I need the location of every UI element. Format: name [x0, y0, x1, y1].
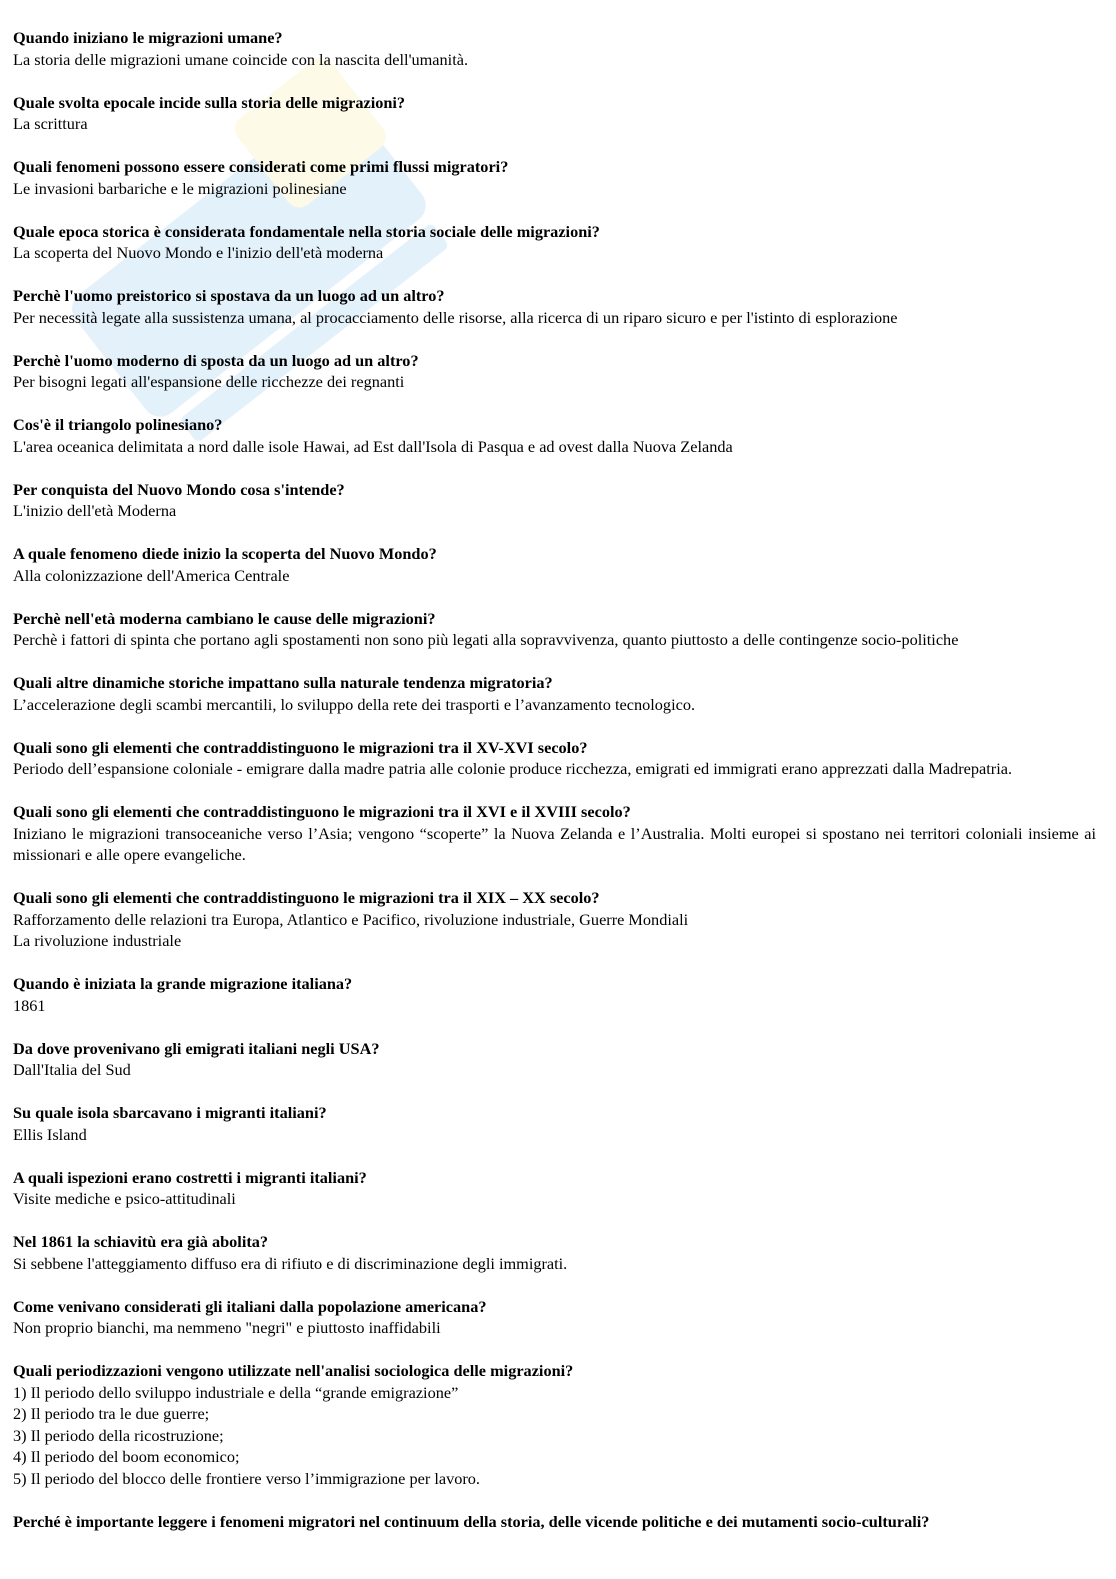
qa-item	[13, 973, 1096, 1016]
qa-item	[13, 221, 1096, 264]
answer-text: Non proprio bianchi, ma nemmeno "negri" e piuttosto inaffidabili	[13, 1318, 441, 1337]
question-text: Come venivano considerati gli italiani dalla popolazione americana?	[13, 1296, 487, 1316]
answer-text: La storia delle migrazioni umane coincide con la nascita dell'umanità.	[13, 49, 469, 69]
qa-item	[13, 1296, 1096, 1339]
question-text: Perché è importante leggere i fenomeni migratori nel continuum della storia, delle vicende politiche e dei mutamenti socio-culturali?	[13, 1511, 930, 1531]
answer-text: 1) Il periodo dello sviluppo industriale e della “grande emigrazione”	[13, 1382, 459, 1402]
question-text: Cos'è il triangolo polinesiano?	[13, 415, 223, 434]
question-text: Su quale isola sbarcavano i migranti italiani?	[13, 1103, 327, 1122]
answer-text: Le invasioni barbariche e le migrazioni polinesiane	[13, 178, 347, 198]
qa-item	[13, 672, 1096, 715]
question-text: Quale epoca storica è considerata fondamentale nella storia sociale delle migrazioni?	[13, 221, 600, 241]
question-text: Perchè nell'età moderna cambiano le cause delle migrazioni?	[13, 608, 436, 628]
answer-text: Alla colonizzazione dell'America Centrale	[13, 565, 290, 585]
qa-item	[13, 1360, 1096, 1489]
qa-item	[13, 92, 1096, 135]
question-text: Quali sono gli elementi che contraddistinguono le migrazioni tra il XV-XVI secolo?	[13, 737, 588, 757]
qa-item	[13, 543, 1096, 586]
question-text: Quale svolta epocale incide sulla storia delle migrazioni?	[13, 92, 406, 112]
answer-text: La rivoluzione industriale	[13, 931, 182, 950]
qa-item	[13, 285, 1096, 328]
question-text: Nel 1861 la schiavitù era già abolita?	[13, 1232, 269, 1251]
qa-item	[13, 27, 1096, 70]
answer-text: Perchè i fattori di spinta che portano agli spostamenti non sono più legati alla sopravvivenza, quanto piuttosto a delle contingenze socio-politiche	[13, 630, 959, 649]
answer-text: 1861	[13, 995, 46, 1015]
qa-item	[13, 1038, 1096, 1081]
answer-text: Dall'Italia del Sud	[13, 1060, 131, 1079]
answer-text: Si sebbene l'atteggiamento diffuso era di rifiuto e di discriminazione degli immigrati.	[13, 1253, 568, 1273]
qa-item	[13, 350, 1096, 393]
answer-text: Periodo dell’espansione coloniale - emigrare dalla madre patria alle colonie produce ricchezza, emigrati ed immigrati erano apprezzati dalla Madrepatria.	[13, 759, 1013, 778]
qa-item	[13, 414, 1096, 457]
qa-item	[13, 608, 1096, 651]
answer-text: L'area oceanica delimitata a nord dalle isole Hawai, ad Est dall'Isola di Pasqua e ad ovest dalla Nuova Zelanda	[13, 436, 733, 456]
question-text: A quale fenomeno diede inizio la scoperta del Nuovo Mondo?	[13, 544, 437, 563]
answer-text: 2) Il periodo tra le due guerre;	[13, 1404, 210, 1423]
question-text: Quali sono gli elementi che contraddistinguono le migrazioni tra il XIX – XX secolo?	[13, 888, 600, 907]
qa-item	[13, 737, 1096, 780]
question-text: Perchè l'uomo moderno di sposta da un luogo ad un altro?	[13, 350, 419, 370]
qa-item	[13, 479, 1096, 522]
answer-text: La scoperta del Nuovo Mondo e l'inizio dell'età moderna	[13, 243, 384, 262]
answer-text: L’accelerazione degli scambi mercantili, lo sviluppo della rete dei trasporti e l’avanzamento tecnologico.	[13, 694, 696, 714]
qa-item	[13, 801, 1096, 866]
question-text: Quando è iniziata la grande migrazione italiana?	[13, 974, 353, 993]
question-text: Da dove provenivano gli emigrati italiani negli USA?	[13, 1038, 380, 1058]
answer-text: Iniziano le migrazioni transoceaniche verso l’Asia; vengono “scoperte” la Nuova Zelanda e l’Australia. Molti europei si spostano nei territori coloniali insieme ai missionari e alle opere evangeliche.	[13, 823, 1096, 864]
qa-item	[13, 1231, 1096, 1274]
answer-text: Per bisogni legati all'espansione delle ricchezze dei regnanti	[13, 372, 405, 391]
question-text: Quali periodizzazioni vengono utilizzate nell'analisi sociologica delle migrazioni?	[13, 1361, 574, 1380]
answer-text: Rafforzamento delle relazioni tra Europa, Atlantico e Pacifico, rivoluzione industriale, Guerre Mondiali	[13, 909, 689, 929]
answer-text: 3) Il periodo della ricostruzione;	[13, 1425, 224, 1445]
answer-text: Ellis Island	[13, 1124, 87, 1144]
question-text: Quali sono gli elementi che contraddistinguono le migrazioni tra il XVI e il XVIII secolo?	[13, 802, 631, 821]
qa-item	[13, 1167, 1096, 1210]
answer-text: La scrittura	[13, 114, 88, 133]
question-text: Perchè l'uomo preistorico si spostava da un luogo ad un altro?	[13, 286, 445, 305]
qa-item	[13, 1511, 1096, 1533]
document-page	[13, 27, 1096, 1554]
qa-item	[13, 156, 1096, 199]
qa-item	[13, 887, 1096, 952]
answer-text: 5) Il periodo del blocco delle frontiere verso l’immigrazione per lavoro.	[13, 1468, 481, 1488]
question-text: Quando iniziano le migrazioni umane?	[13, 28, 283, 47]
answer-text: Per necessità legate alla sussistenza umana, al procacciamento delle risorse, alla ricerca di un riparo sicuro e per l'istinto di esplorazione	[13, 307, 898, 327]
answer-text: L'inizio dell'età Moderna	[13, 501, 177, 520]
qa-item	[13, 1102, 1096, 1145]
question-text: Per conquista del Nuovo Mondo cosa s'intende?	[13, 479, 345, 499]
question-text: Quali altre dinamiche storiche impattano sulla naturale tendenza migratoria?	[13, 673, 553, 692]
question-text: Quali fenomeni possono essere considerati come primi flussi migratori?	[13, 157, 509, 176]
answer-text: Visite mediche e psico-attitudinali	[13, 1189, 236, 1208]
question-text: A quali ispezioni erano costretti i migranti italiani?	[13, 1167, 367, 1187]
answer-text: 4) Il periodo del boom economico;	[13, 1447, 240, 1466]
